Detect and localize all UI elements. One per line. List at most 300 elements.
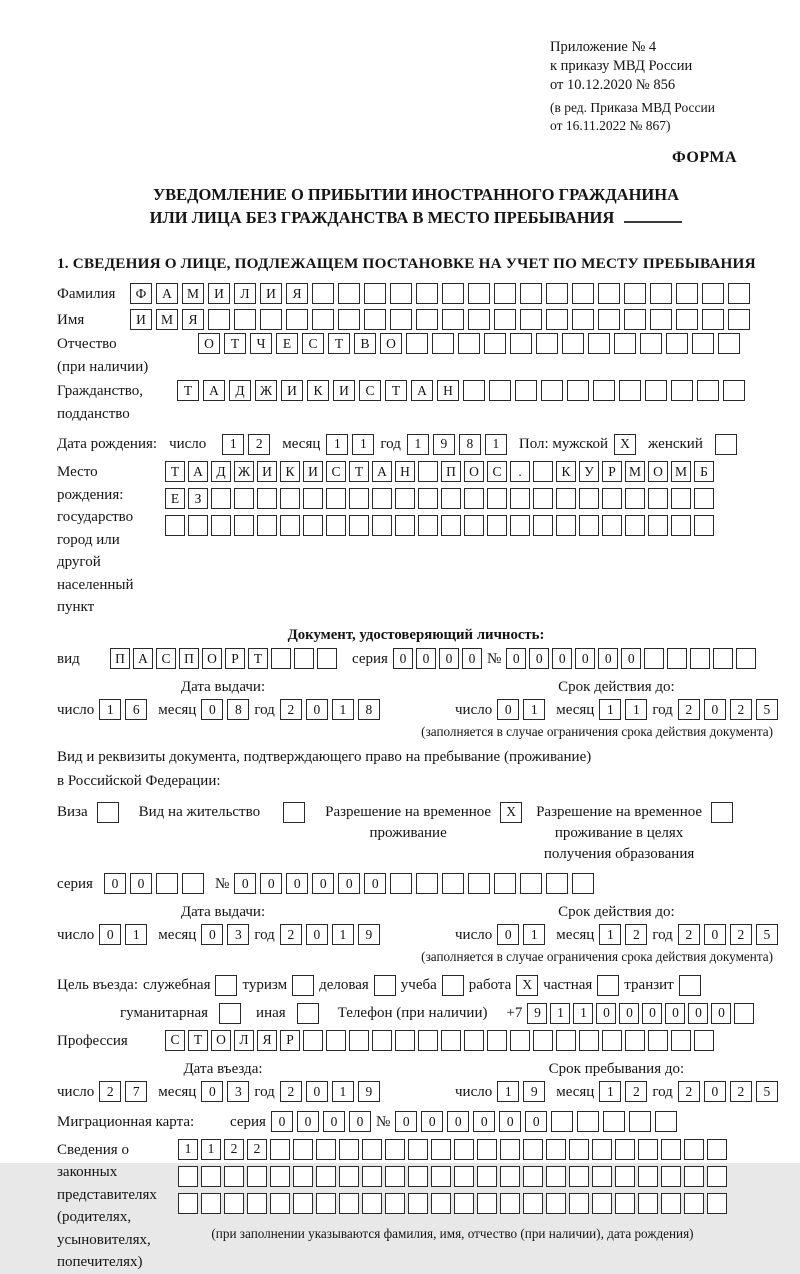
char-cell[interactable] bbox=[697, 380, 719, 401]
char-cell[interactable]: С bbox=[326, 461, 346, 482]
char-cell[interactable]: О bbox=[202, 648, 222, 669]
char-cell[interactable]: 0 bbox=[338, 873, 360, 894]
char-cell[interactable]: 0 bbox=[306, 699, 328, 720]
char-cell[interactable] bbox=[671, 380, 693, 401]
char-cell[interactable] bbox=[684, 1193, 704, 1214]
char-cell[interactable] bbox=[572, 283, 594, 304]
char-cell[interactable]: 2 bbox=[99, 1081, 121, 1102]
char-cell[interactable]: 0 bbox=[201, 924, 223, 945]
char-cell[interactable] bbox=[692, 333, 714, 354]
char-cell[interactable] bbox=[468, 283, 490, 304]
char-cell[interactable]: Я bbox=[286, 283, 308, 304]
char-cell[interactable] bbox=[536, 333, 558, 354]
char-cell[interactable]: Н bbox=[395, 461, 415, 482]
char-cell[interactable] bbox=[644, 648, 664, 669]
char-cell[interactable] bbox=[463, 380, 485, 401]
char-cell[interactable]: 2 bbox=[248, 434, 270, 455]
char-cell[interactable]: О bbox=[464, 461, 484, 482]
char-cell[interactable]: 0 bbox=[234, 873, 256, 894]
char-cell[interactable]: 0 bbox=[201, 1081, 223, 1102]
char-cell[interactable] bbox=[515, 380, 537, 401]
char-cell[interactable] bbox=[520, 283, 542, 304]
char-cell[interactable] bbox=[312, 283, 334, 304]
char-cell[interactable] bbox=[416, 283, 438, 304]
char-cell[interactable]: 9 bbox=[523, 1081, 545, 1102]
char-cell[interactable]: 0 bbox=[704, 699, 726, 720]
char-cell[interactable] bbox=[338, 309, 360, 330]
char-cell[interactable] bbox=[286, 309, 308, 330]
char-cell[interactable]: 0 bbox=[497, 924, 519, 945]
char-cell[interactable] bbox=[441, 515, 461, 536]
char-cell[interactable]: И bbox=[333, 380, 355, 401]
char-cell[interactable]: Д bbox=[211, 461, 231, 482]
char-cell[interactable] bbox=[533, 515, 553, 536]
char-cell[interactable] bbox=[374, 975, 396, 996]
char-cell[interactable]: 0 bbox=[497, 699, 519, 720]
char-cell[interactable]: 0 bbox=[525, 1111, 547, 1132]
char-cell[interactable] bbox=[666, 333, 688, 354]
char-cell[interactable]: 2 bbox=[247, 1139, 267, 1160]
char-cell[interactable] bbox=[458, 333, 480, 354]
char-cell[interactable] bbox=[579, 515, 599, 536]
char-cell[interactable]: С bbox=[302, 333, 324, 354]
char-cell[interactable]: Р bbox=[280, 1030, 300, 1051]
char-cell[interactable]: К bbox=[556, 461, 576, 482]
char-cell[interactable] bbox=[317, 648, 337, 669]
char-cell[interactable] bbox=[667, 648, 687, 669]
char-cell[interactable] bbox=[533, 488, 553, 509]
char-cell[interactable]: 2 bbox=[224, 1139, 244, 1160]
char-cell[interactable] bbox=[339, 1139, 359, 1160]
char-cell[interactable] bbox=[520, 873, 542, 894]
char-cell[interactable]: 0 bbox=[349, 1111, 371, 1132]
char-cell[interactable] bbox=[294, 648, 314, 669]
char-cell[interactable] bbox=[671, 1030, 691, 1051]
char-cell[interactable]: Я bbox=[182, 309, 204, 330]
char-cell[interactable] bbox=[500, 1139, 520, 1160]
char-cell[interactable] bbox=[684, 1139, 704, 1160]
char-cell[interactable]: 0 bbox=[286, 873, 308, 894]
char-cell[interactable] bbox=[441, 488, 461, 509]
char-cell[interactable] bbox=[676, 283, 698, 304]
char-cell[interactable]: 1 bbox=[599, 699, 621, 720]
char-cell[interactable]: Я bbox=[257, 1030, 277, 1051]
char-cell[interactable] bbox=[303, 1030, 323, 1051]
char-cell[interactable]: 1 bbox=[497, 1081, 519, 1102]
char-cell[interactable] bbox=[188, 515, 208, 536]
char-cell[interactable]: А bbox=[188, 461, 208, 482]
char-cell[interactable]: 9 bbox=[433, 434, 455, 455]
char-cell[interactable] bbox=[293, 1193, 313, 1214]
char-cell[interactable] bbox=[650, 309, 672, 330]
char-cell[interactable] bbox=[224, 1193, 244, 1214]
char-cell[interactable] bbox=[208, 309, 230, 330]
char-cell[interactable] bbox=[487, 1030, 507, 1051]
char-cell[interactable]: Т bbox=[328, 333, 350, 354]
char-cell[interactable]: А bbox=[411, 380, 433, 401]
char-cell[interactable] bbox=[416, 309, 438, 330]
char-cell[interactable]: 2 bbox=[625, 1081, 647, 1102]
char-cell[interactable] bbox=[477, 1193, 497, 1214]
char-cell[interactable] bbox=[178, 1166, 198, 1187]
char-cell[interactable] bbox=[602, 515, 622, 536]
char-cell[interactable] bbox=[694, 488, 714, 509]
char-cell[interactable]: Р bbox=[225, 648, 245, 669]
char-cell[interactable] bbox=[372, 515, 392, 536]
char-cell[interactable] bbox=[546, 1193, 566, 1214]
char-cell[interactable]: 1 bbox=[201, 1139, 221, 1160]
char-cell[interactable]: 0 bbox=[323, 1111, 345, 1132]
char-cell[interactable]: 2 bbox=[678, 1081, 700, 1102]
char-cell[interactable] bbox=[468, 873, 490, 894]
char-cell[interactable]: 0 bbox=[575, 648, 595, 669]
char-cell[interactable]: 0 bbox=[312, 873, 334, 894]
char-cell[interactable] bbox=[385, 1166, 405, 1187]
char-cell[interactable] bbox=[615, 1139, 635, 1160]
char-cell[interactable] bbox=[592, 1193, 612, 1214]
char-cell[interactable] bbox=[577, 1111, 599, 1132]
char-cell[interactable] bbox=[468, 309, 490, 330]
char-cell[interactable]: М bbox=[625, 461, 645, 482]
char-cell[interactable] bbox=[431, 1139, 451, 1160]
char-cell[interactable]: 2 bbox=[280, 1081, 302, 1102]
char-cell[interactable]: 0 bbox=[297, 1111, 319, 1132]
char-cell[interactable] bbox=[655, 1111, 677, 1132]
char-cell[interactable] bbox=[477, 1166, 497, 1187]
char-cell[interactable] bbox=[431, 1166, 451, 1187]
char-cell[interactable] bbox=[638, 1193, 658, 1214]
char-cell[interactable] bbox=[546, 1139, 566, 1160]
char-cell[interactable] bbox=[408, 1139, 428, 1160]
char-cell[interactable]: 9 bbox=[527, 1003, 547, 1024]
char-cell[interactable] bbox=[390, 309, 412, 330]
char-cell[interactable] bbox=[442, 975, 464, 996]
char-cell[interactable] bbox=[533, 461, 553, 482]
char-cell[interactable] bbox=[390, 873, 412, 894]
char-cell[interactable] bbox=[579, 488, 599, 509]
char-cell[interactable] bbox=[598, 309, 620, 330]
char-cell[interactable] bbox=[97, 802, 119, 823]
char-cell[interactable]: П bbox=[110, 648, 130, 669]
char-cell[interactable]: О bbox=[648, 461, 668, 482]
char-cell[interactable] bbox=[572, 873, 594, 894]
char-cell[interactable] bbox=[431, 1193, 451, 1214]
char-cell[interactable]: 0 bbox=[271, 1111, 293, 1132]
char-cell[interactable]: Р bbox=[602, 461, 622, 482]
char-cell[interactable] bbox=[546, 283, 568, 304]
char-cell[interactable] bbox=[442, 283, 464, 304]
char-cell[interactable]: 0 bbox=[473, 1111, 495, 1132]
char-cell[interactable]: А bbox=[156, 283, 178, 304]
char-cell[interactable]: К bbox=[307, 380, 329, 401]
char-cell[interactable] bbox=[588, 333, 610, 354]
char-cell[interactable] bbox=[572, 309, 594, 330]
char-cell[interactable] bbox=[494, 283, 516, 304]
char-cell[interactable] bbox=[316, 1193, 336, 1214]
char-cell[interactable] bbox=[432, 333, 454, 354]
char-cell[interactable]: И bbox=[281, 380, 303, 401]
char-cell[interactable]: 7 bbox=[125, 1081, 147, 1102]
char-cell[interactable]: П bbox=[179, 648, 199, 669]
char-cell[interactable] bbox=[723, 380, 745, 401]
char-cell[interactable]: 1 bbox=[332, 699, 354, 720]
char-cell[interactable] bbox=[234, 515, 254, 536]
char-cell[interactable] bbox=[614, 333, 636, 354]
char-cell[interactable] bbox=[364, 309, 386, 330]
char-cell[interactable] bbox=[624, 283, 646, 304]
char-cell[interactable]: Т bbox=[385, 380, 407, 401]
char-cell[interactable]: Т bbox=[177, 380, 199, 401]
char-cell[interactable]: 2 bbox=[625, 924, 647, 945]
char-cell[interactable] bbox=[283, 802, 305, 823]
char-cell[interactable] bbox=[569, 1166, 589, 1187]
char-cell[interactable] bbox=[640, 333, 662, 354]
char-cell[interactable] bbox=[303, 515, 323, 536]
char-cell[interactable]: 1 bbox=[326, 434, 348, 455]
char-cell[interactable] bbox=[546, 1166, 566, 1187]
char-cell[interactable] bbox=[408, 1166, 428, 1187]
char-cell[interactable] bbox=[638, 1139, 658, 1160]
char-cell[interactable] bbox=[372, 1030, 392, 1051]
char-cell[interactable] bbox=[385, 1139, 405, 1160]
char-cell[interactable]: 0 bbox=[619, 1003, 639, 1024]
char-cell[interactable] bbox=[178, 1193, 198, 1214]
char-cell[interactable] bbox=[454, 1139, 474, 1160]
char-cell[interactable] bbox=[156, 873, 178, 894]
char-cell[interactable] bbox=[598, 283, 620, 304]
char-cell[interactable]: 0 bbox=[306, 924, 328, 945]
char-cell[interactable]: 2 bbox=[678, 699, 700, 720]
char-cell[interactable]: X bbox=[614, 434, 636, 455]
char-cell[interactable] bbox=[441, 1030, 461, 1051]
char-cell[interactable]: Б bbox=[694, 461, 714, 482]
char-cell[interactable]: М bbox=[182, 283, 204, 304]
char-cell[interactable]: Ч bbox=[250, 333, 272, 354]
char-cell[interactable] bbox=[671, 488, 691, 509]
char-cell[interactable]: 1 bbox=[222, 434, 244, 455]
char-cell[interactable]: 1 bbox=[332, 924, 354, 945]
char-cell[interactable] bbox=[676, 309, 698, 330]
char-cell[interactable] bbox=[339, 1193, 359, 1214]
char-cell[interactable] bbox=[556, 488, 576, 509]
char-cell[interactable] bbox=[562, 333, 584, 354]
char-cell[interactable]: З bbox=[188, 488, 208, 509]
char-cell[interactable]: 0 bbox=[596, 1003, 616, 1024]
char-cell[interactable] bbox=[247, 1166, 267, 1187]
char-cell[interactable] bbox=[385, 1193, 405, 1214]
char-cell[interactable] bbox=[648, 488, 668, 509]
char-cell[interactable] bbox=[702, 309, 724, 330]
char-cell[interactable] bbox=[364, 283, 386, 304]
char-cell[interactable] bbox=[707, 1166, 727, 1187]
char-cell[interactable]: 2 bbox=[280, 924, 302, 945]
char-cell[interactable]: Т bbox=[224, 333, 246, 354]
char-cell[interactable] bbox=[715, 434, 737, 455]
char-cell[interactable] bbox=[625, 515, 645, 536]
char-cell[interactable] bbox=[418, 461, 438, 482]
char-cell[interactable] bbox=[211, 488, 231, 509]
char-cell[interactable]: Л bbox=[234, 283, 256, 304]
char-cell[interactable]: 1 bbox=[125, 924, 147, 945]
char-cell[interactable] bbox=[484, 333, 506, 354]
char-cell[interactable] bbox=[418, 515, 438, 536]
char-cell[interactable] bbox=[257, 488, 277, 509]
char-cell[interactable]: 0 bbox=[621, 648, 641, 669]
char-cell[interactable] bbox=[395, 1030, 415, 1051]
char-cell[interactable] bbox=[615, 1166, 635, 1187]
char-cell[interactable]: 0 bbox=[506, 648, 526, 669]
char-cell[interactable] bbox=[464, 1030, 484, 1051]
char-cell[interactable]: 0 bbox=[552, 648, 572, 669]
char-cell[interactable]: 2 bbox=[730, 924, 752, 945]
char-cell[interactable] bbox=[510, 488, 530, 509]
char-cell[interactable] bbox=[293, 1139, 313, 1160]
char-cell[interactable] bbox=[395, 488, 415, 509]
char-cell[interactable] bbox=[442, 873, 464, 894]
char-cell[interactable] bbox=[546, 873, 568, 894]
char-cell[interactable]: X bbox=[500, 802, 522, 823]
char-cell[interactable] bbox=[702, 283, 724, 304]
char-cell[interactable]: X bbox=[516, 975, 538, 996]
char-cell[interactable]: 1 bbox=[523, 699, 545, 720]
char-cell[interactable]: Ф bbox=[130, 283, 152, 304]
char-cell[interactable]: 8 bbox=[227, 699, 249, 720]
char-cell[interactable] bbox=[661, 1139, 681, 1160]
char-cell[interactable]: 1 bbox=[332, 1081, 354, 1102]
char-cell[interactable]: Т bbox=[165, 461, 185, 482]
char-cell[interactable]: А bbox=[203, 380, 225, 401]
char-cell[interactable] bbox=[625, 1030, 645, 1051]
char-cell[interactable] bbox=[602, 488, 622, 509]
char-cell[interactable]: С bbox=[156, 648, 176, 669]
char-cell[interactable] bbox=[711, 802, 733, 823]
char-cell[interactable] bbox=[707, 1193, 727, 1214]
char-cell[interactable] bbox=[390, 283, 412, 304]
char-cell[interactable]: С bbox=[359, 380, 381, 401]
char-cell[interactable]: 0 bbox=[421, 1111, 443, 1132]
char-cell[interactable] bbox=[316, 1139, 336, 1160]
char-cell[interactable] bbox=[619, 380, 641, 401]
char-cell[interactable] bbox=[271, 648, 291, 669]
char-cell[interactable]: 2 bbox=[730, 1081, 752, 1102]
char-cell[interactable]: 0 bbox=[711, 1003, 731, 1024]
char-cell[interactable]: П bbox=[441, 461, 461, 482]
char-cell[interactable] bbox=[556, 515, 576, 536]
char-cell[interactable] bbox=[520, 309, 542, 330]
char-cell[interactable]: 8 bbox=[358, 699, 380, 720]
char-cell[interactable]: Т bbox=[188, 1030, 208, 1051]
char-cell[interactable] bbox=[533, 1030, 553, 1051]
char-cell[interactable] bbox=[303, 488, 323, 509]
char-cell[interactable]: 2 bbox=[678, 924, 700, 945]
char-cell[interactable]: 1 bbox=[485, 434, 507, 455]
char-cell[interactable]: 5 bbox=[756, 699, 778, 720]
char-cell[interactable] bbox=[638, 1166, 658, 1187]
char-cell[interactable] bbox=[270, 1139, 290, 1160]
char-cell[interactable] bbox=[408, 1193, 428, 1214]
char-cell[interactable]: Т bbox=[248, 648, 268, 669]
char-cell[interactable] bbox=[442, 309, 464, 330]
char-cell[interactable]: 1 bbox=[599, 1081, 621, 1102]
char-cell[interactable] bbox=[219, 1003, 241, 1024]
char-cell[interactable] bbox=[270, 1193, 290, 1214]
char-cell[interactable] bbox=[349, 1030, 369, 1051]
char-cell[interactable] bbox=[234, 309, 256, 330]
char-cell[interactable]: О bbox=[211, 1030, 231, 1051]
char-cell[interactable]: 8 bbox=[459, 434, 481, 455]
char-cell[interactable]: О bbox=[380, 333, 402, 354]
char-cell[interactable]: 0 bbox=[99, 924, 121, 945]
char-cell[interactable]: 1 bbox=[523, 924, 545, 945]
char-cell[interactable] bbox=[579, 1030, 599, 1051]
char-cell[interactable] bbox=[406, 333, 428, 354]
char-cell[interactable]: В bbox=[354, 333, 376, 354]
char-cell[interactable] bbox=[648, 1030, 668, 1051]
char-cell[interactable]: А bbox=[133, 648, 153, 669]
char-cell[interactable] bbox=[494, 873, 516, 894]
char-cell[interactable] bbox=[679, 975, 701, 996]
char-cell[interactable]: Ж bbox=[234, 461, 254, 482]
char-cell[interactable]: 2 bbox=[280, 699, 302, 720]
char-cell[interactable] bbox=[510, 333, 532, 354]
char-cell[interactable] bbox=[728, 283, 750, 304]
char-cell[interactable] bbox=[523, 1193, 543, 1214]
char-cell[interactable] bbox=[718, 333, 740, 354]
char-cell[interactable] bbox=[728, 309, 750, 330]
char-cell[interactable] bbox=[362, 1166, 382, 1187]
char-cell[interactable]: Т bbox=[349, 461, 369, 482]
char-cell[interactable] bbox=[454, 1166, 474, 1187]
char-cell[interactable]: М bbox=[156, 309, 178, 330]
char-cell[interactable]: 0 bbox=[364, 873, 386, 894]
char-cell[interactable] bbox=[592, 1139, 612, 1160]
char-cell[interactable] bbox=[487, 488, 507, 509]
char-cell[interactable]: 1 bbox=[407, 434, 429, 455]
char-cell[interactable] bbox=[247, 1193, 267, 1214]
char-cell[interactable] bbox=[661, 1193, 681, 1214]
char-cell[interactable]: И bbox=[257, 461, 277, 482]
char-cell[interactable]: 0 bbox=[260, 873, 282, 894]
char-cell[interactable] bbox=[624, 309, 646, 330]
char-cell[interactable] bbox=[257, 515, 277, 536]
char-cell[interactable] bbox=[312, 309, 334, 330]
char-cell[interactable] bbox=[650, 283, 672, 304]
char-cell[interactable] bbox=[372, 488, 392, 509]
char-cell[interactable] bbox=[500, 1166, 520, 1187]
char-cell[interactable] bbox=[567, 380, 589, 401]
char-cell[interactable]: 1 bbox=[573, 1003, 593, 1024]
char-cell[interactable]: 0 bbox=[416, 648, 436, 669]
char-cell[interactable] bbox=[494, 309, 516, 330]
char-cell[interactable] bbox=[690, 648, 710, 669]
char-cell[interactable]: 6 bbox=[125, 699, 147, 720]
char-cell[interactable]: 2 bbox=[730, 699, 752, 720]
char-cell[interactable] bbox=[684, 1166, 704, 1187]
char-cell[interactable] bbox=[487, 515, 507, 536]
char-cell[interactable]: Е bbox=[276, 333, 298, 354]
char-cell[interactable] bbox=[349, 515, 369, 536]
char-cell[interactable]: 0 bbox=[704, 924, 726, 945]
char-cell[interactable] bbox=[215, 975, 237, 996]
char-cell[interactable] bbox=[661, 1166, 681, 1187]
char-cell[interactable] bbox=[234, 488, 254, 509]
char-cell[interactable] bbox=[280, 488, 300, 509]
char-cell[interactable] bbox=[510, 515, 530, 536]
char-cell[interactable] bbox=[293, 1166, 313, 1187]
char-cell[interactable]: 3 bbox=[227, 1081, 249, 1102]
char-cell[interactable]: У bbox=[579, 461, 599, 482]
char-cell[interactable]: 0 bbox=[395, 1111, 417, 1132]
